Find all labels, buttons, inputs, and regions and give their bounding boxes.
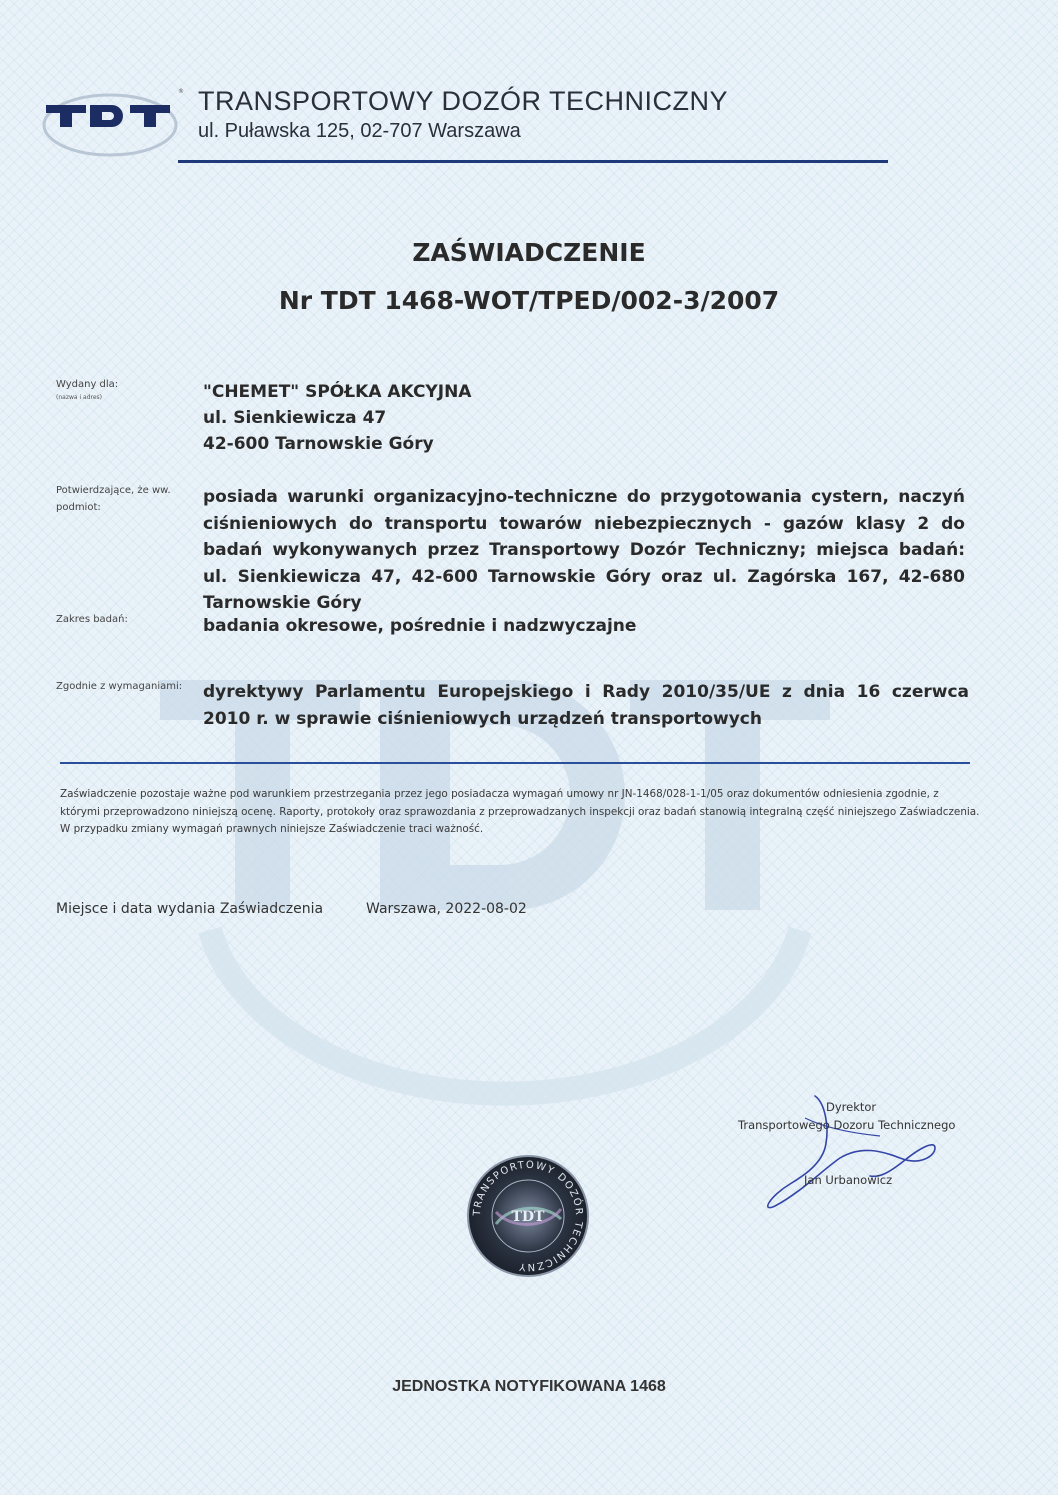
issued-to-street: ul. Sienkiewicza 47 [203, 408, 387, 428]
confirming-label-1: Potwierdzające, że ww. [56, 485, 171, 496]
organization-address: ul. Puławska 125, 02-707 Warszawa [198, 120, 521, 142]
header-divider [178, 160, 888, 163]
hologram-ring-text: TRANSPORTOWY DOZÓR TECHNICZNY [471, 1159, 585, 1273]
confirming-label-2: podmiot: [56, 502, 101, 513]
scope-label: Zakres badań: [56, 614, 128, 625]
hologram-seal [466, 1154, 590, 1278]
document-number: Nr TDT 1468-WOT/TPED/002-3/2007 [278, 286, 780, 315]
issued-to-name: "CHEMET" SPÓŁKA AKCYJNA [203, 382, 472, 402]
scope-value: badania okresowe, pośrednie i nadzwyczajne [203, 616, 637, 636]
compliance-label: Zgodnie z wymaganiami: [56, 681, 183, 692]
document-title: ZAŚWIADCZENIE [412, 238, 646, 267]
compliance-text: dyrektywy Parlamentu Europejskiego i Rady 2010/35/UE z dnia 16 czerwca 2010 r. w sprawie ciśnieniowych urządzeń transportowych [203, 682, 969, 729]
issued-to-label: Wydany dla: [56, 379, 119, 390]
signatory-name: Jan Urbanowicz [804, 1173, 893, 1187]
notified-body-footer: JEDNOSTKA NOTYFIKOWANA 1468 [392, 1378, 666, 1395]
issued-to-sublabel: (nazwa i adres) [56, 394, 103, 401]
organization-name: TRANSPORTOWY DOZÓR TECHNICZNY [198, 86, 729, 116]
svg-text:®: ® [178, 88, 184, 95]
issued-to-city: 42-600 Tarnowskie Góry [203, 434, 434, 454]
issue-place-label: Miejsce i data wydania Zaświadczenia [56, 901, 324, 917]
tdt-logo [38, 85, 183, 160]
body-divider [60, 762, 970, 764]
confirming-text: posiada warunki organizacyjno-techniczne do przygotowania cystern, naczyń ciśnieniowych do transportu towarów niebezpiecznych - gazów klasy 2 do badań wykonywanych przez Transportowy Dozór Techniczny; miejsca badań: ul. Sienkiewicza 47, 42-600 Tarnowskie Góry oraz ul. Zagórska 167, 42-680 Tarnowskie Góry [203, 487, 965, 613]
signatory-title-1: Dyrektor [826, 1100, 877, 1114]
issue-place-value: Warszawa, 2022-08-02 [366, 901, 527, 917]
validity-fine-print: Zaświadczenie pozostaje ważne pod warunkiem przestrzegania przez jego posiadacza wymagań umowy nr JN-1468/028-1-1/05 oraz dokumentów odniesienia zgodnie, z którymi przeprowadzono niniejszą ocenę. Raporty, protokoły oraz sprawozdania z przeprowadzanych inspekcji oraz badań stanowią integralną część niniejszego Zaświadczenia. W przypadku zmiany wymagań prawnych niniejsze Zaświadczenie traci ważność. [60, 788, 980, 835]
signatory-title-2: Transportowego Dozoru Technicznego [738, 1118, 956, 1132]
hologram-center-text: TDT [511, 1209, 545, 1225]
